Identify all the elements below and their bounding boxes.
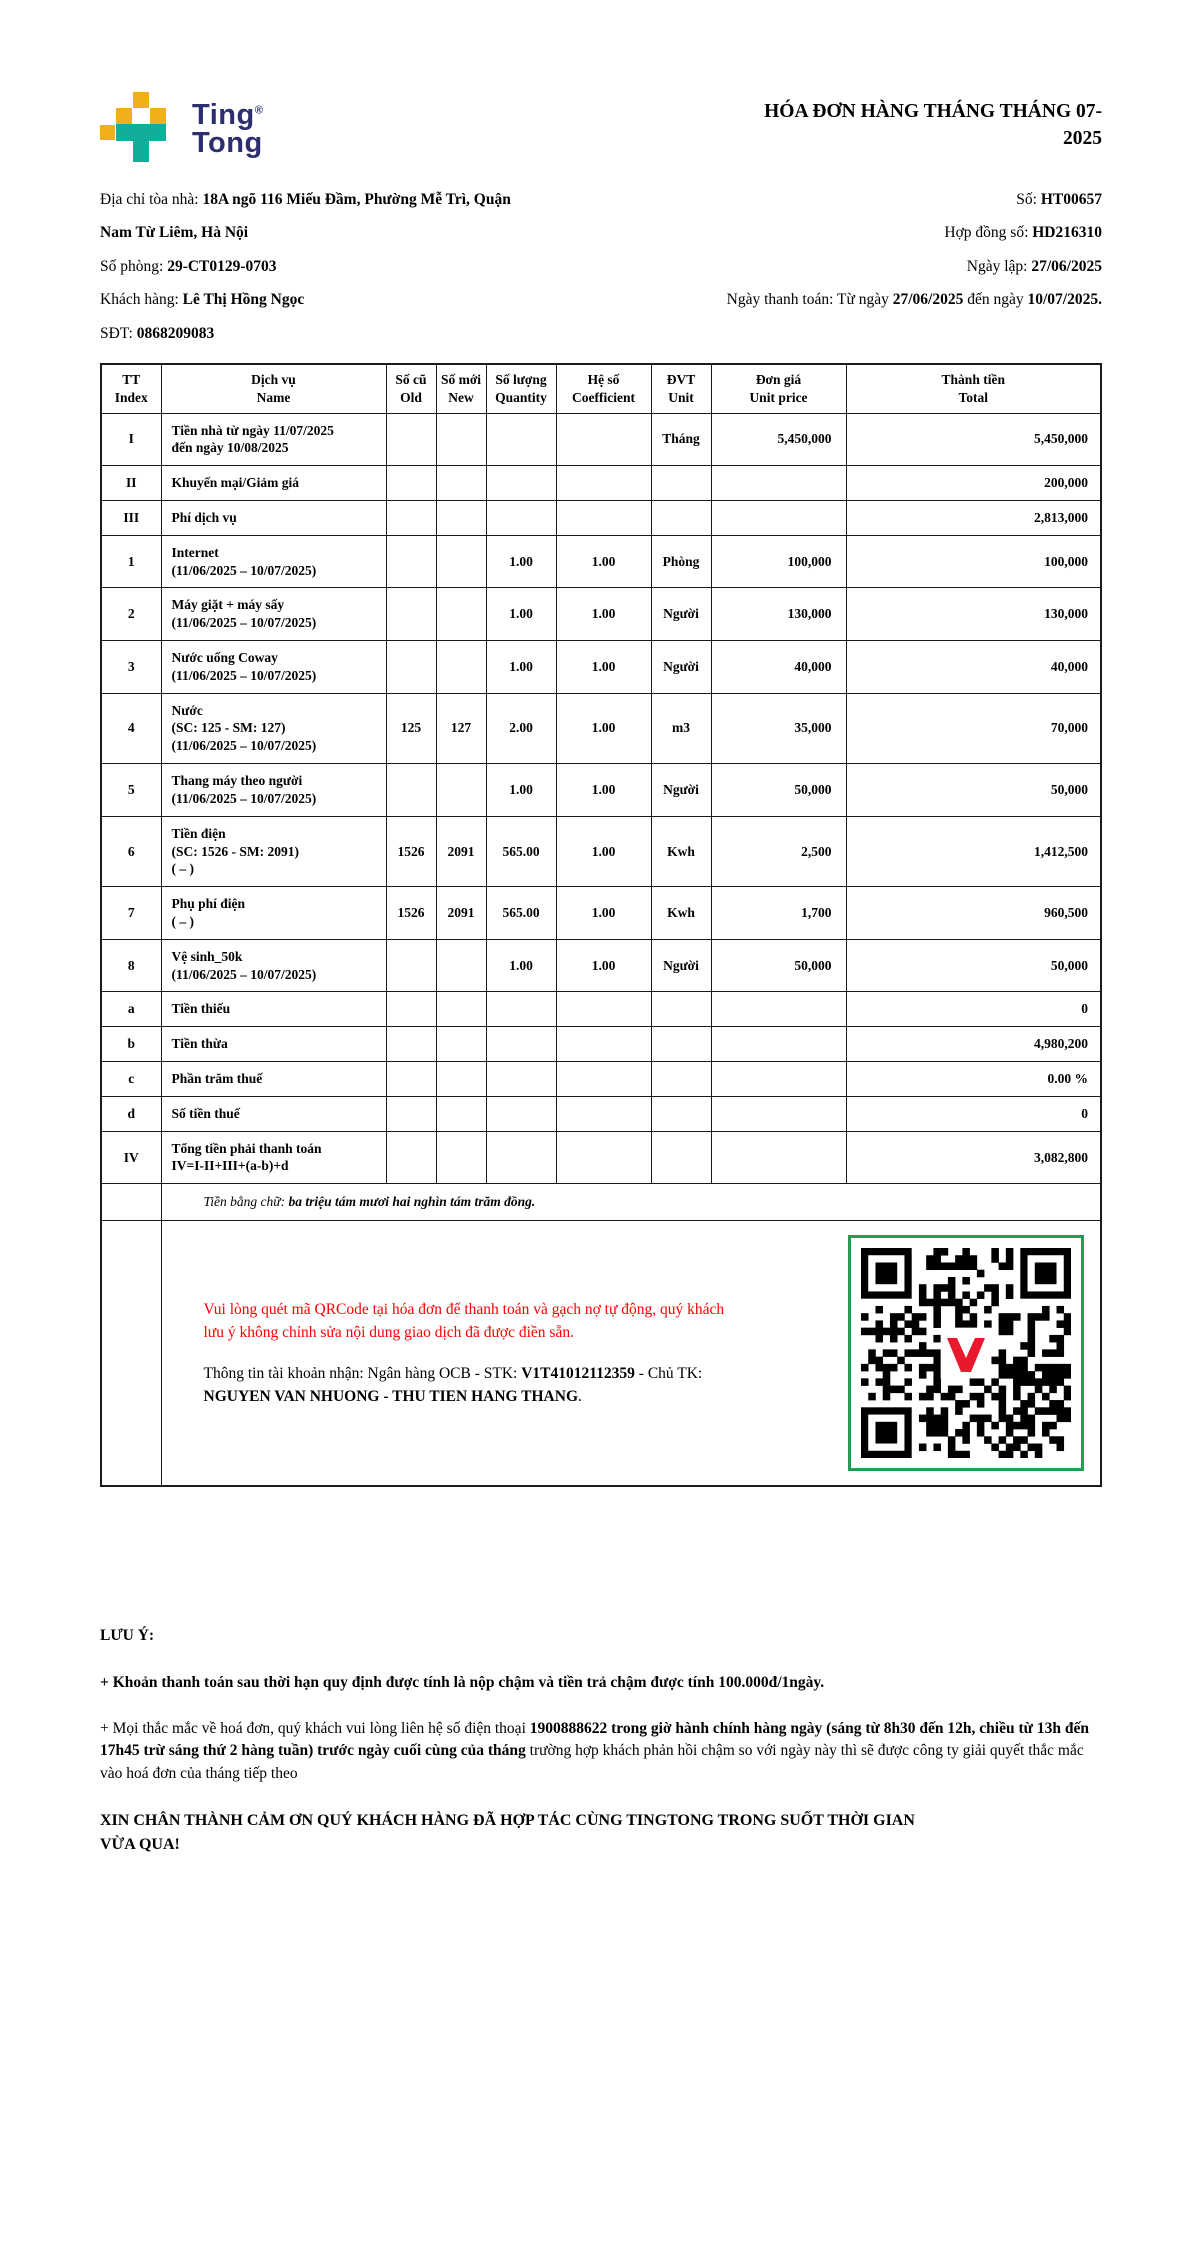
hotline-note-seg1: + Mọi thắc mắc về hoá đơn, quý khách vui lòng liên hệ số điện thoại (100, 1720, 530, 1737)
cell-qty (486, 992, 556, 1027)
cell-coef (556, 992, 651, 1027)
cell-old (386, 500, 436, 535)
cell-total: 50,000 (846, 939, 1101, 992)
service-name-line: (SC: 125 - SM: 127) (171, 720, 286, 736)
cell-coef (556, 1096, 651, 1131)
cell-name (161, 500, 386, 535)
customer-value: Lê Thị Hồng Ngọc (182, 291, 305, 309)
cell-tt: 8 (101, 939, 161, 992)
hotline-note (100, 1718, 1102, 1785)
header-en: Total (958, 389, 988, 405)
cell-tt: 7 (101, 887, 161, 940)
cell-name (161, 1027, 386, 1062)
building-address-line2: Nam Từ Liêm, Hà Nội (100, 224, 249, 242)
service-name-line: (11/06/2025 – 10/07/2025) (171, 667, 317, 683)
cell-total: 4,980,200 (846, 1027, 1101, 1062)
room-label: Số phòng: (100, 257, 168, 275)
cell-old: 1526 (386, 887, 436, 940)
cell-total: 960,500 (846, 887, 1101, 940)
header-en: Name (256, 389, 291, 405)
payment-period-label: Ngày thanh toán: Từ ngày (726, 291, 893, 309)
phone-value: 0868209083 (136, 324, 215, 342)
header-vi: Số cũ (395, 371, 427, 387)
issue-date-label: Ngày lập: (966, 257, 1032, 275)
cell-coef: 1.00 (556, 588, 651, 641)
cell-new (436, 641, 486, 694)
info-row (100, 257, 1102, 276)
cell-coef: 1.00 (556, 816, 651, 886)
cell-old (386, 1062, 436, 1097)
thank-you-message (100, 1809, 1102, 1857)
service-name-line: (11/06/2025 – 10/07/2025) (171, 738, 317, 754)
cell-name (161, 535, 386, 588)
thanks-line1: XIN CHÂN THÀNH CẢM ƠN QUÝ KHÁCH HÀNG ĐÃ HỢP TÁC CÙNG TINGTONG TRONG SUỐT THỜI GIAN (100, 1812, 915, 1830)
cell-qty: 565.00 (486, 887, 556, 940)
cell-qty (486, 500, 556, 535)
info-row (100, 190, 1102, 209)
header-vi: Số mới (440, 371, 482, 387)
cell-unit (651, 992, 711, 1027)
cell-coef: 1.00 (556, 641, 651, 694)
cell-qty: 1.00 (486, 588, 556, 641)
invoice-number (1016, 190, 1102, 209)
info-block (100, 190, 1102, 343)
bank-account-info (204, 1362, 741, 1409)
header-vi: Đơn giá (755, 371, 802, 387)
header-cell-coef (556, 364, 651, 413)
cell-tt: II (101, 466, 161, 501)
service-name-line: (11/06/2025 – 10/07/2025) (171, 966, 317, 982)
cell-qty (486, 1131, 556, 1184)
service-name-line: đến ngày 10/08/2025 (171, 440, 289, 456)
cell-new: 2091 (436, 887, 486, 940)
cell-price: 5,450,000 (711, 413, 846, 466)
header-cell-total (846, 364, 1101, 413)
table-row (101, 535, 1101, 588)
cell-name (161, 1096, 386, 1131)
tingtong-logo (100, 92, 263, 168)
empty-cell (101, 1184, 161, 1221)
cell-new: 2091 (436, 816, 486, 886)
cell-coef (556, 1027, 651, 1062)
header-en: Quantity (495, 389, 547, 405)
payment-period-mid: đến ngày (963, 291, 1028, 309)
service-name-line: Phụ phí điện (171, 896, 246, 912)
service-name-line: Tiền điện (171, 825, 226, 841)
cell-name (161, 1131, 386, 1184)
cell-old (386, 764, 436, 817)
cell-new (436, 992, 486, 1027)
cell-total: 70,000 (846, 693, 1101, 763)
customer-name (100, 290, 304, 309)
cell-name (161, 641, 386, 694)
contract-value: HD216310 (1032, 224, 1102, 242)
notes-heading: LƯU Ý: (100, 1627, 155, 1645)
cell-tt: a (101, 992, 161, 1027)
cell-name (161, 764, 386, 817)
cell-qty (486, 1096, 556, 1131)
table-row (101, 588, 1101, 641)
cell-qty (486, 1027, 556, 1062)
address-label: Địa chỉ tòa nhà: (100, 191, 203, 208)
cell-qty (486, 1062, 556, 1097)
table-row (101, 466, 1101, 501)
hotline-note-seg3: trước ngày cuối cùng của tháng (313, 1742, 530, 1760)
cell-new (436, 1027, 486, 1062)
service-name-line: Khuyến mại/Giảm giá (171, 475, 300, 491)
cell-old (386, 588, 436, 641)
cell-new (436, 1096, 486, 1131)
cell-old: 125 (386, 693, 436, 763)
building-address-line1 (100, 190, 511, 209)
cell-price: 40,000 (711, 641, 846, 694)
table-row (101, 641, 1101, 694)
contract-label: Hợp đồng số: (944, 224, 1033, 242)
amount-in-words (161, 1184, 1101, 1221)
service-name-line: (11/06/2025 – 10/07/2025) (171, 562, 317, 578)
cell-old (386, 939, 436, 992)
qr-code-image (861, 1248, 1071, 1458)
table-row (101, 693, 1101, 763)
amount-in-words-row (101, 1184, 1101, 1221)
invoice-number-value: HT00657 (1040, 191, 1102, 208)
service-name-line: Phí dịch vụ (171, 509, 237, 525)
cell-total: 130,000 (846, 588, 1101, 641)
cell-tt: b (101, 1027, 161, 1062)
invoice-number-label: Số: (1016, 191, 1041, 208)
payment-instructions (176, 1298, 741, 1409)
cell-price: 50,000 (711, 939, 846, 992)
cell-unit (651, 466, 711, 501)
footer-notes (100, 1625, 1102, 1857)
table-row (101, 500, 1101, 535)
cell-unit (651, 500, 711, 535)
qr-scan-note: Vui lòng quét mã QRCode tại hóa đơn để thanh toán và gạch nợ tự động, quý khách lưu ý không chỉnh sửa nội dung giao dịch đã được điền sẵn. (203, 1300, 725, 1341)
room-value: 29-CT0129-0703 (167, 257, 277, 275)
logo-word-tong: Tong (192, 127, 263, 160)
header-cell-old (386, 364, 436, 413)
cell-tt: III (101, 500, 161, 535)
cell-total: 100,000 (846, 535, 1101, 588)
phone-label: SĐT: (100, 324, 137, 342)
cell-price (711, 500, 846, 535)
cell-coef: 1.00 (556, 887, 651, 940)
hotline-number: 1900888622 trong giờ hành chính hàng ngày (sáng từ 8h30 đến 12h, chiều từ 13h đến 17h45 trừ sáng thứ 2 hàng tuần) (100, 1720, 1089, 1760)
room-number (100, 257, 277, 276)
payment-from-date: 27/06/2025 (892, 291, 964, 309)
service-name-line: Thang máy theo người (171, 773, 303, 789)
info-row (100, 223, 1102, 242)
table-row (101, 413, 1101, 466)
cell-old (386, 1027, 436, 1062)
cell-name (161, 588, 386, 641)
header-en: Unit price (749, 389, 808, 405)
late-payment-note: + Khoản thanh toán sau thời hạn quy định được tính là nộp chậm và tiền trả chậm được tính 100.000đ/1ngày. (100, 1673, 825, 1691)
cell-new (436, 939, 486, 992)
cell-name (161, 939, 386, 992)
cell-unit (651, 1096, 711, 1131)
cell-coef: 1.00 (556, 939, 651, 992)
cell-total: 0.00 % (846, 1062, 1101, 1097)
cell-new (436, 1131, 486, 1184)
cell-price: 100,000 (711, 535, 846, 588)
cell-total: 1,412,500 (846, 816, 1101, 886)
table-header-row (101, 364, 1101, 413)
cell-coef: 1.00 (556, 535, 651, 588)
cell-total: 3,082,800 (846, 1131, 1101, 1184)
header-cell-tt (101, 364, 161, 413)
table-row (101, 1131, 1101, 1184)
cell-name (161, 693, 386, 763)
service-name-line: (SC: 1526 - SM: 2091) (171, 843, 299, 859)
table-row (101, 1096, 1101, 1131)
cell-name (161, 466, 386, 501)
header-vi: Số lượng (495, 371, 547, 387)
cell-name (161, 992, 386, 1027)
table-row (101, 1062, 1101, 1097)
cell-new (436, 535, 486, 588)
issue-date-value: 27/06/2025 (1031, 257, 1102, 275)
cell-tt: 4 (101, 693, 161, 763)
cell-name (161, 1062, 386, 1097)
service-name-line: Tiền thiếu (171, 1001, 231, 1017)
cell-qty: 2.00 (486, 693, 556, 763)
cell-unit: Người (651, 641, 711, 694)
hotline-note-seg4: trường hợp khách phản hồi chậm so với ngày này thì sẽ được công ty giải quyết thắc mắc vào hoá đơn của tháng tiếp theo (100, 1742, 1084, 1782)
header-cell-unit (651, 364, 711, 413)
cell-new (436, 1062, 486, 1097)
table-row (101, 992, 1101, 1027)
cell-price: 1,700 (711, 887, 846, 940)
header-en: New (448, 389, 474, 405)
cell-new (436, 413, 486, 466)
cell-qty: 1.00 (486, 764, 556, 817)
header-cell-new (436, 364, 486, 413)
cell-price: 50,000 (711, 764, 846, 817)
table-row (101, 816, 1101, 886)
cell-qty (486, 413, 556, 466)
cell-tt: 2 (101, 588, 161, 641)
cell-new (436, 500, 486, 535)
service-name-line: IV=I-II+III+(a-b)+d (171, 1158, 289, 1174)
empty-cell (101, 1221, 161, 1487)
cell-coef (556, 1062, 651, 1097)
cell-tt: IV (101, 1131, 161, 1184)
header-vi: TT (122, 371, 141, 387)
service-name-line: Tiền nhà từ ngày 11/07/2025 (171, 422, 334, 438)
service-name-line: Máy giặt + máy sấy (171, 597, 285, 613)
cell-coef: 1.00 (556, 764, 651, 817)
cell-total: 5,450,000 (846, 413, 1101, 466)
service-name-line: Tiền thừa (171, 1036, 228, 1052)
cell-old (386, 1096, 436, 1131)
service-name-line: ( – ) (171, 861, 194, 877)
cell-name (161, 413, 386, 466)
cell-unit (651, 1131, 711, 1184)
cell-qty: 565.00 (486, 816, 556, 886)
cell-price (711, 1096, 846, 1131)
cell-old (386, 535, 436, 588)
cell-total: 0 (846, 992, 1101, 1027)
payment-period (727, 290, 1102, 309)
cell-name (161, 816, 386, 886)
account-end: . (578, 1388, 582, 1406)
account-number: V1T41012112359 (521, 1365, 635, 1383)
cell-unit: Người (651, 939, 711, 992)
service-name-line: Nước uống Coway (171, 650, 278, 665)
header-vi: Dịch vụ (251, 371, 296, 387)
cell-qty: 1.00 (486, 535, 556, 588)
cell-price (711, 1027, 846, 1062)
table-row (101, 939, 1101, 992)
cell-coef (556, 466, 651, 501)
cell-unit: Tháng (651, 413, 711, 466)
cell-old (386, 466, 436, 501)
header-en: Index (114, 389, 148, 405)
cell-tt: 3 (101, 641, 161, 694)
cell-unit: Kwh (651, 816, 711, 886)
cell-price (711, 1062, 846, 1097)
table-row (101, 887, 1101, 940)
cell-price (711, 1131, 846, 1184)
payment-qr-row (101, 1221, 1101, 1487)
table-row (101, 1027, 1101, 1062)
header-en: Unit (668, 389, 694, 405)
cell-price: 2,500 (711, 816, 846, 886)
cell-coef (556, 1131, 651, 1184)
cell-name (161, 887, 386, 940)
thanks-line2: VỪA QUA! (100, 1836, 180, 1854)
header-cell-price (711, 364, 846, 413)
cell-old (386, 992, 436, 1027)
cell-new (436, 588, 486, 641)
tingtong-pixel-arrow-icon (100, 92, 182, 168)
issue-date (967, 257, 1102, 276)
cell-unit: Người (651, 588, 711, 641)
service-name-line: Phần trăm thuế (171, 1071, 263, 1086)
cell-price: 35,000 (711, 693, 846, 763)
account-mid: - Chủ TK: (634, 1365, 703, 1383)
cell-coef: 1.00 (556, 693, 651, 763)
table-row (101, 764, 1101, 817)
cell-coef (556, 413, 651, 466)
cell-unit (651, 1027, 711, 1062)
address-value: 18A ngõ 116 Miếu Đầm, Phường Mễ Trì, Quận (202, 191, 511, 208)
info-row (100, 324, 1102, 343)
header-cell-name (161, 364, 386, 413)
cell-old (386, 1131, 436, 1184)
cell-total: 40,000 (846, 641, 1101, 694)
cell-tt: d (101, 1096, 161, 1131)
account-prefix: Thông tin tài khoản nhận: Ngân hàng OCB - STK: (203, 1365, 522, 1383)
cell-total: 200,000 (846, 466, 1101, 501)
cell-tt: c (101, 1062, 161, 1097)
cell-total: 50,000 (846, 764, 1101, 817)
header-en: Old (400, 389, 422, 405)
invoice-table (100, 363, 1102, 1487)
header-vi: Hệ số (587, 371, 620, 387)
cell-new (436, 764, 486, 817)
header (100, 92, 1102, 168)
cell-tt: 5 (101, 764, 161, 817)
invoice-title: HÓA ĐƠN HÀNG THÁNG THÁNG 07-2025 (764, 101, 1102, 150)
cell-old (386, 641, 436, 694)
cell-price (711, 992, 846, 1027)
service-name-line: (11/06/2025 – 10/07/2025) (171, 615, 317, 631)
customer-label: Khách hàng: (100, 291, 183, 309)
cell-price (711, 466, 846, 501)
header-cell-qty (486, 364, 556, 413)
cell-price: 130,000 (711, 588, 846, 641)
service-name-line: Số tiền thuế (171, 1105, 240, 1121)
qr-code (848, 1235, 1084, 1471)
account-holder: NGUYEN VAN NHUONG - THU TIEN HANG THANG (203, 1388, 578, 1406)
service-name-line: Internet (171, 544, 219, 560)
cell-unit: Người (651, 764, 711, 817)
service-name-line: Nước (171, 702, 203, 718)
cell-total: 0 (846, 1096, 1101, 1131)
customer-phone (100, 324, 214, 343)
cell-qty (486, 466, 556, 501)
info-row (100, 290, 1102, 309)
cell-tt: 6 (101, 816, 161, 886)
service-name-line: Vệ sinh_50k (171, 948, 243, 964)
cell-tt: 1 (101, 535, 161, 588)
cell-unit: m3 (651, 693, 711, 763)
amount-in-words-label: Tiền bằng chữ: (203, 1194, 289, 1210)
cell-unit: Kwh (651, 887, 711, 940)
service-name-line: Tổng tiền phải thanh toán (171, 1140, 322, 1156)
header-en: Coefficient (572, 389, 635, 405)
cell-new (436, 466, 486, 501)
cell-qty: 1.00 (486, 939, 556, 992)
cell-unit: Phòng (651, 535, 711, 588)
cell-tt: I (101, 413, 161, 466)
amount-in-words-value: ba triệu tám mươi hai nghìn tám trăm đồng. (288, 1194, 536, 1210)
cell-old (386, 413, 436, 466)
contract-number (944, 223, 1102, 242)
registered-mark: ® (254, 104, 264, 117)
payment-info-cell (161, 1221, 1101, 1487)
header-vi: ĐVT (666, 371, 696, 387)
cell-total: 2,813,000 (846, 500, 1101, 535)
cell-new: 127 (436, 693, 486, 763)
service-name-line: (11/06/2025 – 10/07/2025) (171, 790, 317, 806)
cell-qty: 1.00 (486, 641, 556, 694)
cell-old: 1526 (386, 816, 436, 886)
logo-wordmark (192, 101, 263, 158)
cell-unit (651, 1062, 711, 1097)
payment-to-date: 10/07/2025. (1027, 291, 1102, 309)
cell-coef (556, 500, 651, 535)
service-name-line: ( – ) (171, 913, 194, 929)
header-vi: Thành tiền (941, 371, 1005, 387)
logo-word-ting: Ting (192, 99, 255, 131)
